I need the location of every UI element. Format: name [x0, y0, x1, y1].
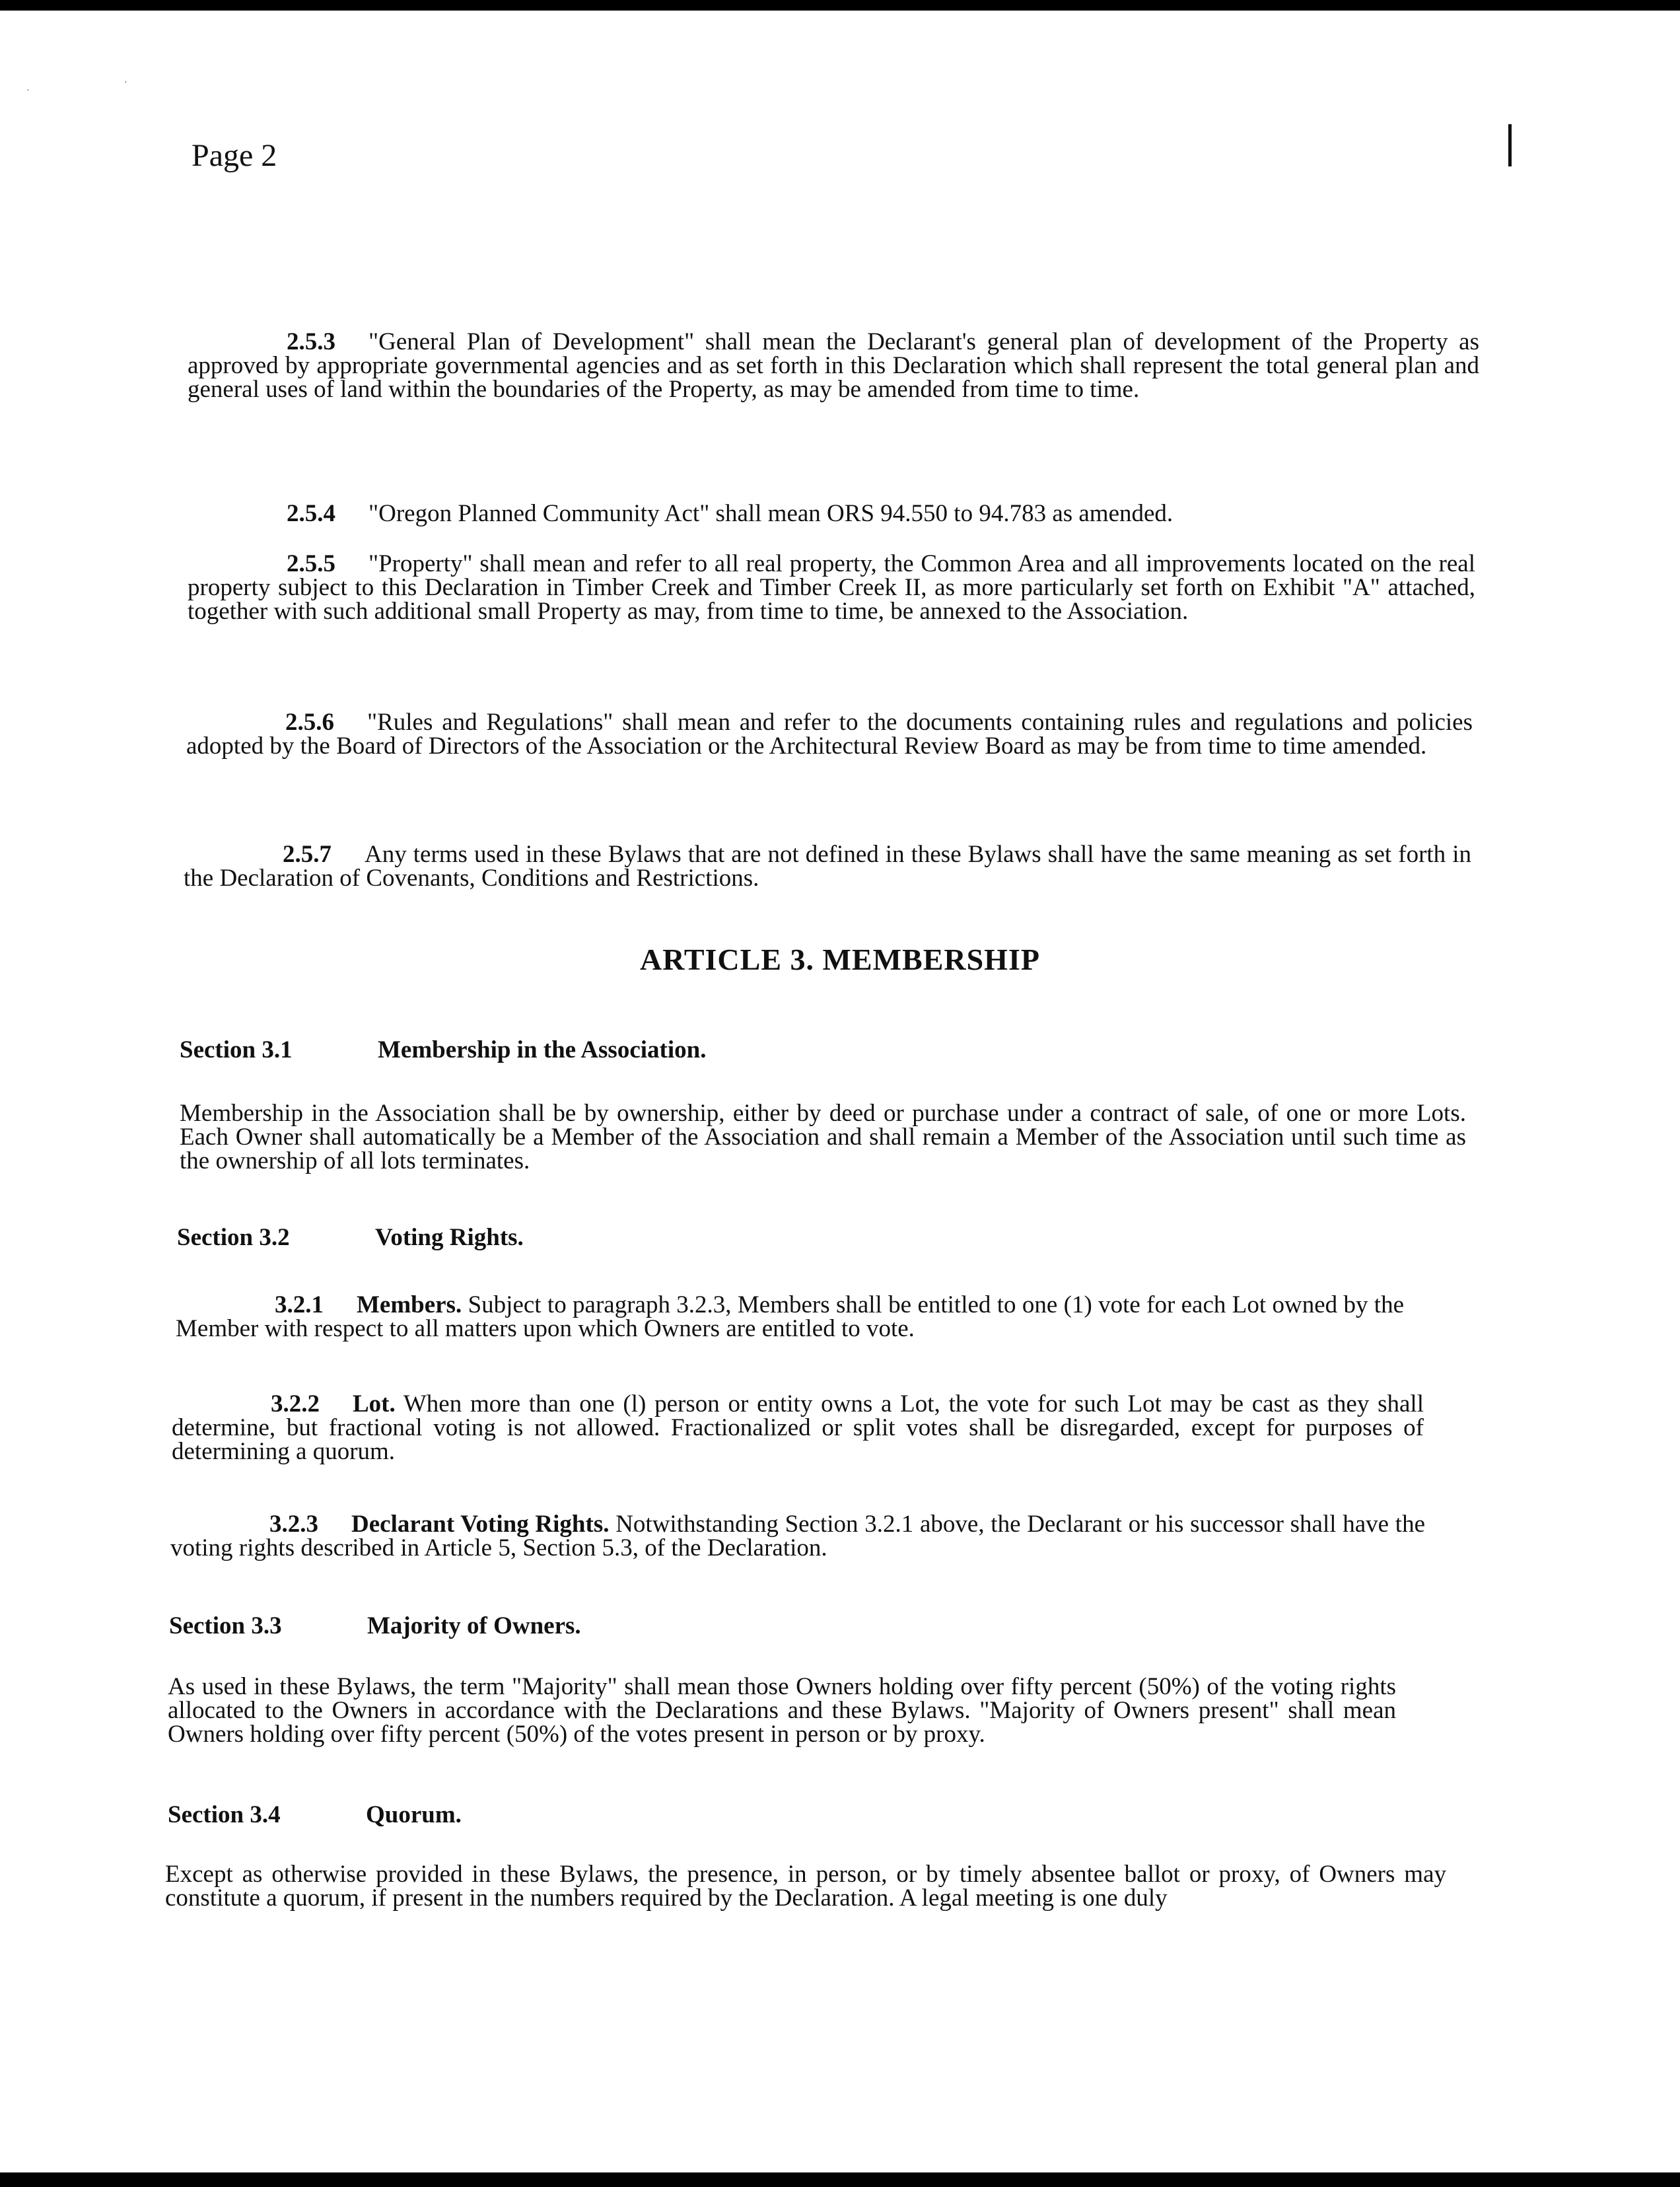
paragraph-text: "Property" shall mean and refer to all real property, the Common Area and all improvements located on the real property subject to this Declaration in Timber Creek and Timber Creek II, as more particularly set forth on Exhibit "A" attached, together with such additional small Property as may, from time to time, be annexed to the Association. — [188, 550, 1475, 625]
section-3-2-heading — [177, 1223, 524, 1252]
paragraph-number: 2.5.5 — [287, 550, 335, 577]
scan-top-border — [0, 0, 1680, 11]
paragraph-number: 3.2.2 — [271, 1390, 320, 1417]
paragraph-3-2-3 — [170, 1513, 1425, 1560]
page-label: Page 2 — [192, 138, 277, 173]
section-3-4-text: Except as otherwise provided in these Bylaws, the presence, in person, or by timely absentee ballot or proxy, of Owners may constitute a quorum, if present in the numbers required by the Declaration. A legal meeting is one duly — [165, 1861, 1446, 1912]
paragraph-text: "General Plan of Development" shall mean the Declarant's general plan of development of the Property as approved by appropriate governmental agencies and as set forth in this Declaration which shall represent the total general plan and general uses of land within the boundaries of the Property, as may be amended from time to time. — [188, 328, 1479, 403]
paragraph-number: 3.2.1 — [275, 1291, 324, 1318]
section-label: Section 3.4 — [168, 1801, 281, 1828]
paragraph-2-5-3 — [188, 330, 1479, 402]
paragraph-heading: Lot. — [353, 1390, 396, 1417]
section-3-1-heading — [180, 1036, 706, 1064]
paragraph-2-5-7 — [184, 843, 1471, 890]
paragraph-text: "Oregon Planned Community Act" shall mean ORS 94.550 to 94.783 as amended. — [368, 500, 1173, 527]
section-title: Voting Rights. — [375, 1224, 524, 1251]
section-label: Section 3.3 — [169, 1612, 282, 1639]
scan-speck: · — [26, 86, 30, 96]
section-3-1-text: Membership in the Association shall be by ownership, either by deed or purchase under a contract of sale, of one or more Lots. Each Owner shall automatically be a Member of the Association and shall remain a Member of the Association until such time as the ownership of all lots terminates. — [180, 1100, 1466, 1174]
section-3-3-heading — [169, 1612, 581, 1640]
paragraph-text: Any terms used in these Bylaws that are not defined in these Bylaws shall have the same meaning as set forth in the Declaration of Covenants, Conditions and Restrictions. — [184, 841, 1471, 892]
section-3-4-heading — [168, 1801, 462, 1829]
paragraph-heading: Declarant Voting Rights. — [351, 1511, 610, 1538]
paragraph-number: 2.5.6 — [285, 709, 334, 736]
paragraph-text: Notwithstanding Section 3.2.1 above, the Declarant or his successor shall have the voting rights described in Article 5, Section 5.3, of the Declaration. — [170, 1511, 1425, 1561]
paragraph-heading: Members. — [357, 1291, 462, 1318]
paragraph-number: 2.5.7 — [283, 841, 332, 868]
paragraph-number: 2.5.4 — [287, 500, 335, 527]
paragraph-text: "Rules and Regulations" shall mean and refer to the documents containing rules and regulations and policies adopted by the Board of Directors of the Association or the Architectural Review Board as may be from time to time amended. — [186, 709, 1473, 760]
scan-bottom-border — [0, 2172, 1680, 2187]
scan-speck: · — [124, 78, 127, 88]
section-title: Majority of Owners. — [367, 1612, 581, 1639]
paragraph-text: When more than one (l) person or entity owns a Lot, the vote for such Lot may be cast as they shall determine, but fractional voting is not allowed. Fractionalized or split votes shall be disregarded, except for purposes of determining a quorum. — [172, 1390, 1424, 1465]
paragraph-number: 3.2.3 — [269, 1511, 318, 1538]
paragraph-2-5-5 — [188, 552, 1475, 624]
section-label: Section 3.2 — [177, 1224, 290, 1251]
paragraph-3-2-1 — [176, 1293, 1404, 1341]
section-title: Membership in the Association. — [378, 1036, 707, 1063]
revision-margin-bar — [1508, 124, 1512, 166]
section-3-3-text: As used in these Bylaws, the term "Majority" shall mean those Owners holding over fifty percent (50%) of the voting rights allocated to the Owners in accordance with the Declarations and these Bylaws. "Majority of Owners present" shall mean Owners holding over fifty percent (50%) of the votes present in person or by proxy. — [168, 1673, 1396, 1748]
paragraph-2-5-6 — [186, 711, 1473, 758]
paragraph-text: Subject to paragraph 3.2.3, Members shall be entitled to one (1) vote for each Lot owned by the Member with respect to all matters upon which Owners are entitled to vote. — [176, 1291, 1404, 1342]
paragraph-3-2-2 — [172, 1392, 1424, 1464]
section-label: Section 3.1 — [180, 1036, 293, 1063]
paragraph-2-5-4 — [188, 502, 1479, 526]
paragraph-number: 2.5.3 — [287, 328, 335, 355]
article-title: ARTICLE 3. MEMBERSHIP — [640, 943, 1040, 976]
section-title: Quorum. — [366, 1801, 462, 1828]
